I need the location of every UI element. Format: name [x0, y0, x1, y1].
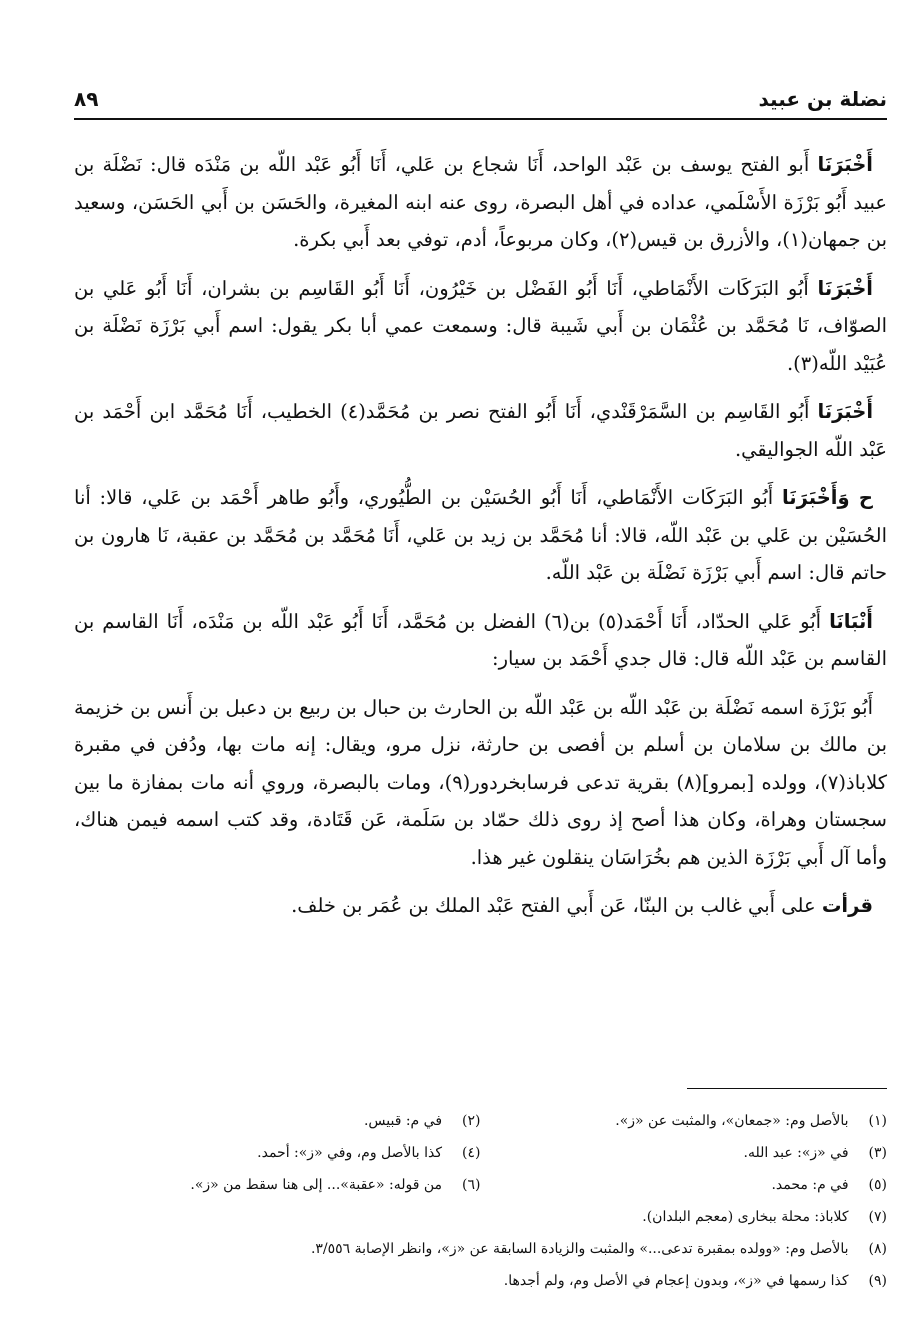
- page-header: [74, 78, 887, 120]
- paragraph-lead-word: أَنْبَانَا: [829, 609, 873, 633]
- footnote-number: (٣): [868, 1145, 887, 1161]
- paragraph-text: أَبُو البَرَكَات الأَنْمَاطي، أَنَا أَبُو الحُسَيْن بن الطُّيُوري، وأَبُو طاهر أَحْمَد بن عَلي، قالا: أنا الحُسَيْن بن عَلي بن عَبْد اللّه، قالا: أنا مُحَمَّد بن زيد بن عَلي، أَنَا مُحَمَّد بن مُحَمَّد بن عقبة، نَا هارون بن حاتم قال: اسم أَبي بَرْزَة نَضْلَة بن عَبْد اللّه.: [74, 486, 887, 584]
- footnote-number: (١): [868, 1113, 887, 1129]
- footnote: [74, 1105, 481, 1137]
- footnote-text: كذا بالأصل وم، وفي «ز»: أحمد.: [257, 1145, 443, 1161]
- footnote: [74, 1265, 887, 1297]
- footnote-number: (٢): [462, 1113, 481, 1129]
- page-number: ٨٩: [74, 87, 99, 111]
- paragraph-text: على أَبي غالب بن البنّا، عَن أَبي الفتح عَبْد الملك بن عُمَر بن خلف.: [291, 894, 822, 917]
- paragraph: [74, 479, 887, 592]
- paragraph-text: أَبُو البَرَكَات الأَنْمَاطي، أَنَا أَبُو الفَضْل بن خَيْرُون، أَنَا أَبُو القَاسِم بن بشران، أَنَا أَبُو عَلي بن الصوّاف، نَا مُحَمَّد بن عُثْمَان بن أَبي شَيبة قال: وسمعت عمي أبا بكر يقول: اسم أَبي بَرْزَة نَضْلَة بن عُبَيْد اللّه(٣).: [74, 276, 887, 375]
- footnote-number: (٧): [868, 1209, 887, 1225]
- footnote: [74, 1169, 481, 1201]
- footnotes-section: [74, 1088, 887, 1297]
- paragraph-text: أَبو الفتح يوسف بن عَبْد الواحد، أَنَا شجاع بن عَلي، أَنَا أَبُو عَبْد اللّه بن مَنْدَه قال: نَضْلَة بن عبيد أَبُو بَرْزَة الأَسْلَمي، عداده في أهل البصرة، روى عنه ابنه المغيرة، والحَسَن بن أَبي الحَسَن، وسعيد بن جمهان(١)، والأزرق بن قيس(٢)، وكان مربوعاً، أدم، توفي بعد أَبي بكرة.: [74, 153, 887, 251]
- paragraph-lead-word: أَخْبَرَنَا: [817, 153, 873, 176]
- footnote-number: (٦): [462, 1177, 481, 1193]
- paragraph: [74, 887, 887, 925]
- footnote-number: (٨): [868, 1241, 887, 1257]
- main-text: [74, 146, 887, 936]
- footnote-text: في «ز»: عبد الله.: [743, 1145, 849, 1161]
- footnote-number: (٤): [462, 1145, 481, 1161]
- paragraph-text: أَبُو بَرْزَة اسمه نَضْلَة بن عَبْد اللّه بن عَبْد اللّه بن الحارث بن حبال بن ربيع بن دعبل بن أَنس بن خزيمة بن مالك بن سلامان بن أسلم بن أفصى بن حارثة، نزل مرو، ويقال: إنه مات بها، ودُفن في مقبرة كلاباذ(٧)، وولده [بمرو](٨) بقرية تدعى فرسابخردور(٩)، ومات بالبصرة، وروي أنه مات بمفازة ما بين سجستان وهراة، وكان هذا أصح إذ روى ذلك حمّاد بن سَلَمة، عَن قَتَادة، وقد كتب اسمه فيمن هناك، وأما آل أَبي بَرْزَة الذين هم بخُرَاسَان ينقلون غير هذا.: [74, 695, 887, 869]
- paragraph-lead-word: أَخْبَرَنَا: [817, 400, 874, 423]
- footnote-number: (٥): [868, 1177, 887, 1193]
- paragraph-text: أَبُو عَلي الحدّاد، أَنَا أَحْمَد(٥) بن(٦) الفضل بن مُحَمَّد، أَنَا أَبُو عَبْد اللّه بن مَنْدَه، أَنَا القاسم بن القاسم بن عَبْد اللّه قال: قال جدي أَحْمَد بن سيار:: [74, 609, 887, 670]
- footnote: [481, 1137, 888, 1169]
- footnote-text: في م: قبيس.: [363, 1113, 443, 1129]
- footnote-text: في م: محمد.: [771, 1177, 849, 1193]
- paragraph: [74, 270, 887, 383]
- running-title: نضلة بن عبيد: [758, 87, 887, 111]
- footnote-number: (٩): [868, 1273, 887, 1289]
- footnote: [481, 1169, 888, 1201]
- footnote-text: كذا رسمها في «ز»، وبدون إعجام في الأصل وم، ولم أجدها.: [503, 1273, 849, 1289]
- footnote-text: بالأصل وم: «وولده بمقبرة تدعى...» والمثبت والزيادة السابقة عن «ز»، وانظر الإصابة ٣/٥٥٦.: [310, 1241, 849, 1257]
- footnote-separator: [687, 1088, 887, 1089]
- book-page: [74, 70, 887, 1310]
- paragraph-text: أَبُو القَاسِم بن السَّمَرْقَنْدي، أَنَا أَبُو الفتح نصر بن مُحَمَّد(٤) الخطيب، أَنَا مُحَمَّد ابن أَحْمَد بن عَبْد اللّه الجواليقي.: [74, 400, 887, 461]
- footnote-list: [74, 1105, 887, 1297]
- footnote: [74, 1233, 887, 1265]
- footnote: [74, 1201, 887, 1233]
- paragraph: [74, 146, 887, 259]
- footnote: [74, 1137, 481, 1169]
- footnote-text: من قوله: «عقبة»... إلى هنا سقط من «ز».: [190, 1177, 443, 1193]
- paragraph: [74, 603, 887, 678]
- footnote-text: بالأصل وم: «جمعان»، والمثبت عن «ز».: [615, 1113, 849, 1129]
- paragraph-lead-word: أَخْبَرَنَا: [817, 276, 873, 300]
- footnote-text: كلاباذ: محلة ببخارى (معجم البلدان).: [642, 1209, 849, 1225]
- footnote: [481, 1105, 888, 1137]
- paragraph: [74, 689, 887, 877]
- paragraph-lead-word: ح وَأَخْبَرَنَا: [781, 486, 873, 509]
- paragraph: [74, 393, 887, 468]
- paragraph-lead-word: قرأت: [821, 894, 873, 917]
